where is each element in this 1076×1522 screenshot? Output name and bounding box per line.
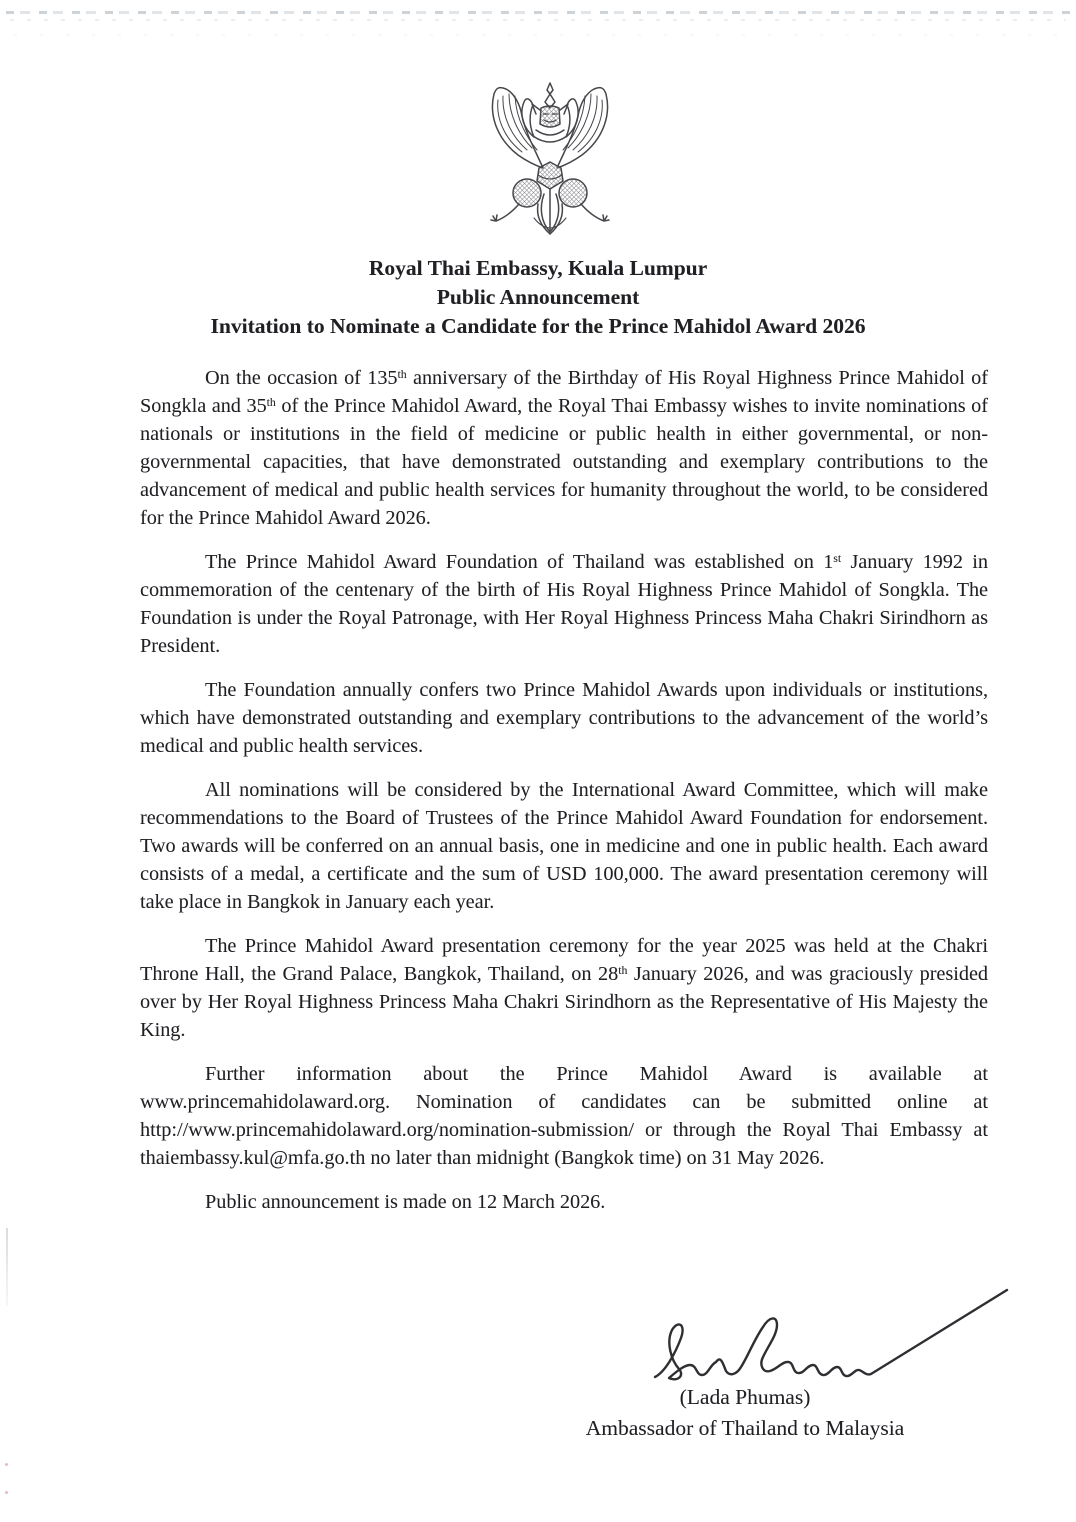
paragraph-text: anniversary of the Birthday of His Royal Highness Prince Mahidol of Songkla and 35 bbox=[140, 367, 988, 417]
garuda-emblem-icon bbox=[484, 80, 616, 240]
scan-artifact-left bbox=[6, 1228, 8, 1306]
signatory-name: (Lada Phumas) bbox=[679, 1385, 811, 1409]
scan-speck bbox=[5, 1491, 8, 1494]
paragraph bbox=[140, 364, 988, 532]
paragraph bbox=[140, 932, 988, 1044]
paragraph bbox=[140, 676, 988, 760]
paragraph-text: of the Prince Mahidol Award, the Royal Thai Embassy wishes to invite nominations of nationals or institutions in the field of medicine or public health in either governmental, or non-governmental capacities, that have demonstrated outstanding and exemplary contributions to the advancement of medical and public health services for humanity throughout the world, to be considered for the Prince Mahidol Award 2026. bbox=[140, 395, 989, 529]
paragraph-text: On the occasion of 135 bbox=[205, 367, 398, 389]
paragraph-text: Further information about the Prince Mahidol Award is available at www.princemahidolaward.org. Nomination of candidates can be submitted online at http://www.princemahidolaward.org/nomination-submission/ or through the Royal Thai Embassy at thaiembassy.kul@mfa.go.th no later than midnight (Bangkok time) on 31 May 2026. bbox=[140, 1063, 988, 1169]
superscript-text: st bbox=[833, 551, 842, 565]
paragraph-text: The Foundation annually confers two Prince Mahidol Awards upon individuals or institutions, which have demonstrated outstanding and exemplary contributions to the advancement of the world’s medical and public health services. bbox=[140, 679, 988, 757]
letter-subject: Invitation to Nominate a Candidate for the Prince Mahidol Award 2026 bbox=[210, 314, 866, 338]
scan-artifact-top bbox=[6, 11, 1070, 14]
paragraph bbox=[140, 776, 988, 916]
paragraph bbox=[140, 1188, 988, 1216]
superscript-text: th bbox=[397, 367, 407, 381]
scan-speck bbox=[5, 1463, 8, 1466]
paragraph-text: January 1992 in commemoration of the centenary of the birth of His Royal Highness Prince Mahidol of Songkla. The Foundation is under the Royal Patronage, with Her Royal Highness Princess Maha Chakri Sirindhorn as President. bbox=[140, 551, 988, 657]
announcement-type: Public Announcement bbox=[436, 285, 640, 309]
superscript-text: th bbox=[266, 395, 276, 409]
document-body bbox=[140, 364, 988, 1216]
signatory-title: Ambassador of Thailand to Malaysia bbox=[585, 1416, 905, 1440]
scan-artifact-top bbox=[10, 19, 1066, 21]
paragraph-text: All nominations will be considered by the International Award Committee, which will make recommendations to the Board of Trustees of the Prince Mahidol Award Foundation for endorsement. Two awards will be conferred on an annual basis, one in medicine and one in public health. Each award consists of a medal, a certificate and the sum of USD 100,000. The award presentation ceremony will take place in Bangkok in January each year. bbox=[140, 779, 988, 913]
paragraph-text: The Prince Mahidol Award presentation ceremony for the year 2025 was held at the Chakri Throne Hall, the Grand Palace, Bangkok, Thailand, on 28 bbox=[140, 935, 988, 985]
superscript-text: th bbox=[618, 963, 628, 977]
letter-heading bbox=[0, 254, 1076, 341]
signature-block bbox=[555, 1282, 1020, 1444]
paragraph-text: The Prince Mahidol Award Foundation of Thailand was established on 1 bbox=[205, 551, 834, 573]
paragraph bbox=[140, 548, 988, 660]
paragraph bbox=[140, 1060, 988, 1172]
signature-icon bbox=[555, 1282, 1020, 1382]
paragraph-text: January 2026, and was graciously presided over by Her Royal Highness Princess Maha Chakri Sirindhorn as the Representative of His Majesty the King. bbox=[140, 963, 989, 1041]
scan-artifact-top bbox=[14, 34, 1062, 36]
paragraph-text: Public announcement is made on 12 March 2026. bbox=[205, 1191, 606, 1213]
embassy-name: Royal Thai Embassy, Kuala Lumpur bbox=[368, 256, 708, 280]
